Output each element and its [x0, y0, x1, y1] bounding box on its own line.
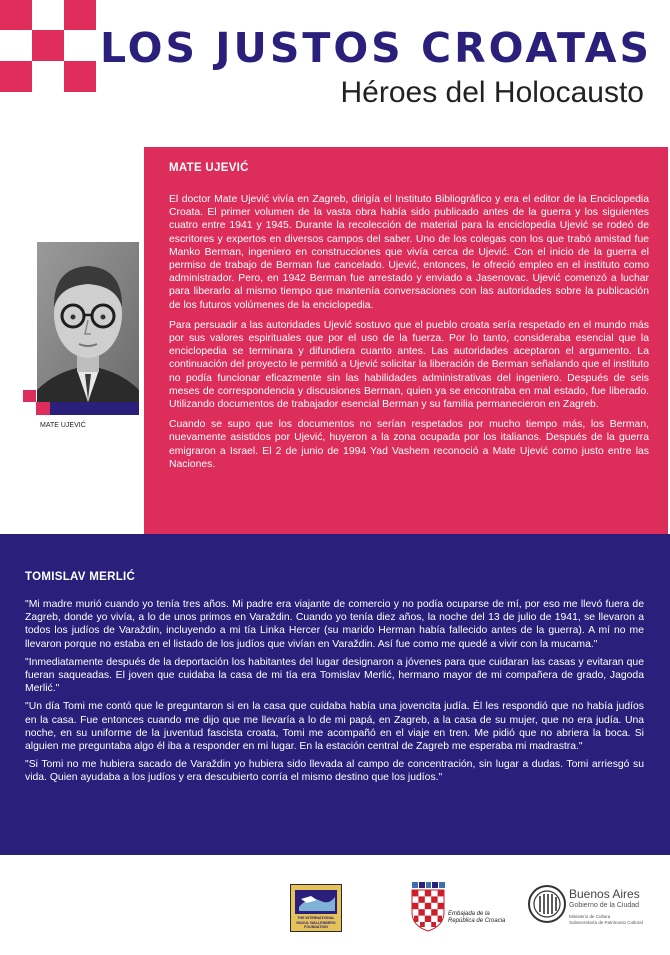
- portrait-illustration: [37, 242, 139, 414]
- wallenberg-foundation-logo: [290, 884, 342, 932]
- paragraph: "Un día Tomi me contó que le preguntaron si en la casa que cuidaba había una jovencita judía. Él les respondió que no había judíos en la casa. Fue entonces cuando me dijo que me llevaría a lo de mi papá, en Zagreb, a la casa de su mujer, que no era judía. Una noche, en su uniforme de la juventud fascista croata, Tomi me acompañó en el viaje en tren. Me pidió que no abriera la boca. Si alguien me preguntaba algo él iba a responder en mi lugar. En la estación central de Zagreb me esperaba mi madrastra.": [25, 701, 644, 753]
- paragraph: El doctor Mate Ujević vivía en Zagreb, dirigía el Instituto Bibliográfico y era el editor de la Enciclopedia Croata. El primer volumen de la vasta obra había sido publicado antes de la guerra y los siguientes cuatro entre 1941 y 1945. Durante la recolección de material para la enciclopedia Ujević se rodeó de escritores y expertos en diversos campos del saber. Uno de los colegas con los que trabó amistad fue Manko Berman, ingeniero en construcciones que vivía cerca de Ujević. Con el inicio de la guerra el permiso de trabajo de Berman fue cancelado. Ujević, entonces, le ofreció empleo en el instituto como administrador. Pero, en 1942 Berman fue arrestado y enviado a Jasenovac. Ujević comenzó a luchar para liberarlo al mismo tiempo que mantenía conversaciones con las autoridades sobre la publicación de los futuros volúmenes de la enciclopedia.: [169, 194, 649, 311]
- wallenberg-text: [291, 916, 341, 929]
- wallenberg-line: THE INTERNATIONAL: [297, 916, 335, 921]
- buenos-aires-small-text: [569, 914, 643, 925]
- embassy-line: República de Croacia: [448, 918, 506, 924]
- buenos-aires-subtitle: Gobierno de la Ciudad: [569, 902, 640, 909]
- buenos-aires-small-line: Ministerio de Cultura: [569, 914, 611, 919]
- section-body: [25, 598, 644, 790]
- photo-accent-bar: [50, 402, 139, 415]
- section-heading: MATE UJEVIĆ: [169, 162, 249, 174]
- photo-accent-square: [36, 402, 50, 415]
- wallenberg-line: RAOUL WALLENBERG: [296, 920, 336, 925]
- checker-pattern: [0, 0, 97, 92]
- wallenberg-emblem-icon: [291, 887, 341, 917]
- photo-accent-square: [23, 390, 36, 402]
- page-title: LOS JUSTOS CROATAS: [99, 24, 652, 72]
- section-heading: TOMISLAV MERLIĆ: [25, 571, 136, 583]
- paragraph: "Inmediatamente después de la deportación los habitantes del lugar designaron a jóvenes para que cuidaran las casas y evitaran que fueran saqueadas. El joven que cuidaba la casa de mi tía era Tomislav Merlić, hermano mayor de mi compañera de grado, Jagoda Merlić.": [25, 656, 644, 695]
- paragraph: "Si Tomi no me hubiera sacado de Varaždin yo hubiera sido llevada al campo de concentración, sin lugar a dudas. Tomi arriesgó su vida. Quien ayudaba a los judíos y era descubierto corría el mismo destino que los judíos.": [25, 759, 644, 784]
- portrait-photo: [37, 242, 139, 414]
- embassy-line: Embajada de la: [448, 911, 490, 917]
- croatia-coat-of-arms-icon: [410, 882, 446, 937]
- buenos-aires-small-line: Subsecretaría de Patrimonio Cultural: [569, 919, 643, 925]
- embassy-text: [448, 911, 505, 925]
- section-body: [169, 193, 649, 478]
- page-subtitle: Héroes del Holocausto: [340, 76, 644, 109]
- paragraph: "Mi madre murió cuando yo tenía tres años. Mi padre era viajante de comercio y no podía ocuparse de mí, por eso me llevó fuera de Zagreb, donde yo vivía, a lo de unos primos en Varaždin. Cuando yo tenía diez años, la noche del 13 de julio de 1941, se llevaron a todos los judíos de Varaždin, incluyendo a mi tía Linka Hercer (su marido Herman había fallecido antes de la guerra). A mí no me llevaron porque no estaba en el listado de los judíos que vivían en Varaždin. Así fue como me quedé a vivir con la mucama.": [25, 599, 644, 650]
- photo-caption: MATE UJEVIĆ: [40, 422, 86, 429]
- buenos-aires-emblem-icon: [527, 884, 567, 929]
- section-tomislav-merlic: [0, 534, 670, 855]
- paragraph: Para persuadir a las autoridades Ujević sostuvo que el pueblo croata sería respetado en el mundo más por sus valores espirituales que por el uso de la fuerza. Por lo tanto, consideraba esencial que la enciclopedia se terminara y difundiera cuanto antes. Las autoridades aceptaron el argumento. La continuación del proyecto le permitió a Ujević solicitar la liberación de Berman señalando que el instituto no podía funcionar eficazmente sin las habilidades administrativas del ingeniero. Después de seis meses de correspondencia y discusiones Berman, quien ya se encontraba en mal estado, fue liberado. Utilizando documentos de trabajador esencial Berman y su familia permanecieron en Zagreb.: [169, 319, 649, 411]
- buenos-aires-title: Buenos Aires: [569, 887, 640, 901]
- wallenberg-line: FOUNDATION: [304, 924, 328, 929]
- section-mate-ujevic: [144, 147, 668, 534]
- paragraph: Cuando se supo que los documentos no serían respetados por mucho tiempo más, los Berman, nuevamente asistidos por Ujević, huyeron a la zona ocupada por los italianos. Después de la guerra emigraron a Israel. El 2 de junio de 1994 Yad Vashem reconoció a Mate Ujević como justo entre las Naciones.: [169, 419, 649, 470]
